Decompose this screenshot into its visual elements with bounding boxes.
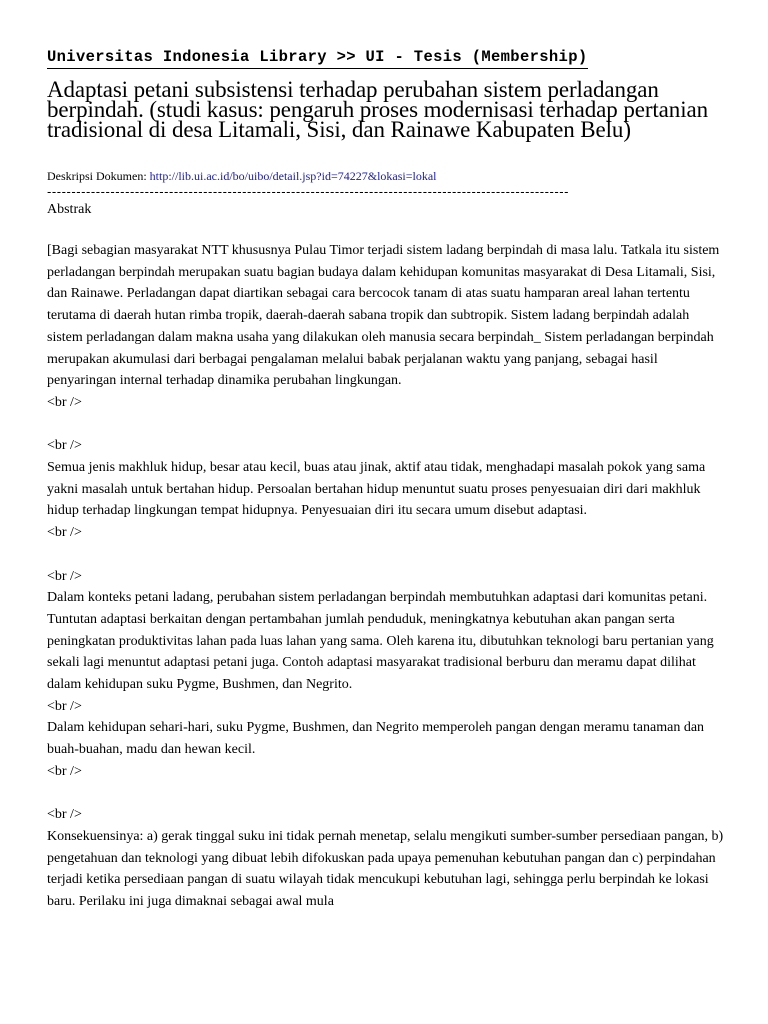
br-tag-text: <br /> [47,698,82,714]
document-page [47,46,727,913]
br-tag-text: <br /> [47,763,82,779]
abstract-heading: Abstrak [47,202,92,217]
br-tag-text: <br /> [47,525,82,541]
br-tag-text: <br /> [47,394,82,410]
library-name: Universitas Indonesia Library [47,48,327,66]
divider-line: ----------------------------------------------------------------------------------------------------------- [47,185,570,199]
breadcrumb-separator: >> [336,48,356,66]
abstract-body [47,240,727,913]
abstract-paragraph-1: [Bagi sebagian masyarakat NTT khususnya Pulau Timor terjadi sistem ladang berpindah di masa lalu. Tatkala itu sistem perladangan berpindah merupakan suatu bagian budaya dalam kehidupan komunitas masyarakat di Desa Litamali, Sisi, dan Rainawe. Perladangan dapat diartikan sebagai cara bercocok tanam di atas suatu hamparan areal lahan tertentu terutama di daerah hutan rimba tropik, daerah-daerah sabana tropik dan subtropik. Sistem ladang berpindah adalah sistem perladangan dalam makna usaha yang dilakukan oleh manusia secara berpindah_ Sistem perladangan berpindah merupakan akumulasi dari berbagai pengalaman melalui babak perjalanan waktu yang panjang, sebagai hasil penyaringan internal terhadap dinamika perubahan lingkungan. [47,243,720,389]
header-breadcrumb-link[interactable] [47,46,588,69]
paragraph-gap [47,783,727,805]
document-description [47,168,727,184]
abstract-paragraph-2: Semua jenis makhluk hidup, besar atau kecil, buas atau jinak, aktif atau tidak, menghadapi masalah pokok yang sama yakni masalah untuk bertahan hidup. Persoalan bertahan hidup menuntut suatu proses penyesuaian diri dari makhluk hidup terhadap lingkungan tempat hidupnya. Penyesuaian diri itu secara umum disebut adaptasi. [47,460,706,519]
paragraph-gap [47,544,727,566]
br-tag-text: <br /> [47,438,82,454]
abstract-paragraph-5: Konsekuensinya: a) gerak tinggal suku ini tidak pernah menetap, selalu mengikuti sumber-sumber persediaan pangan, b) pengetahuan dan teknologi yang dibuat lebih difokuskan pada upaya pemenuhan kebutuhan pangan dan c) perpindahan terjadi ketika persediaan pangan di suatu wilayah tidak mencukupi kebutuhan lagi, sehingga perlu berpindah ke lokasi baru. Perilaku ini juga dimaknai sebagai awal mula [47,828,724,910]
description-label: Deskripsi Dokumen: [47,169,147,183]
abstract-paragraph-4: Dalam kehidupan sehari-hari, suku Pygme, Bushmen, dan Negrito memperoleh pangan dengan meramu tanaman dan buah-buahan, madu dan hewan kecil. [47,720,705,758]
br-tag-text: <br /> [47,807,82,823]
abstract-paragraph-3: Dalam konteks petani ladang, perubahan sistem perladangan berpindah membutuhkan adaptasi dari komunitas petani. Tuntutan adaptasi berkaitan dengan pertambahan jumlah penduduk, meningkatnya kebutuhan akan pangan serta peningkatan produktivitas lahan pada luas lahan yang sama. Oleh karena itu, dibutuhkan teknologi baru pertanian yang sekali lagi menuntut adaptasi petani juga. Contoh adaptasi masyarakat tradisional berburu dan meramu dapat dilihat dalam kehidupan suku Pygme, Bushmen, dan Negrito. [47,590,714,693]
document-title: Adaptasi petani subsistensi terhadap perubahan sistem perladangan berpindah. (studi kasus: pengaruh proses modernisasi terhadap pertanian tradisional di desa Litamali, Sisi, dan Rainawe Kabupaten Belu) [47,77,708,142]
section-name: UI - Tesis (Membership) [365,48,588,66]
paragraph-gap [47,414,727,436]
br-tag-text: <br /> [47,568,82,584]
description-url-link[interactable]: http://lib.ui.ac.id/bo/uibo/detail.jsp?id=74227&lokasi=lokal [149,169,437,183]
